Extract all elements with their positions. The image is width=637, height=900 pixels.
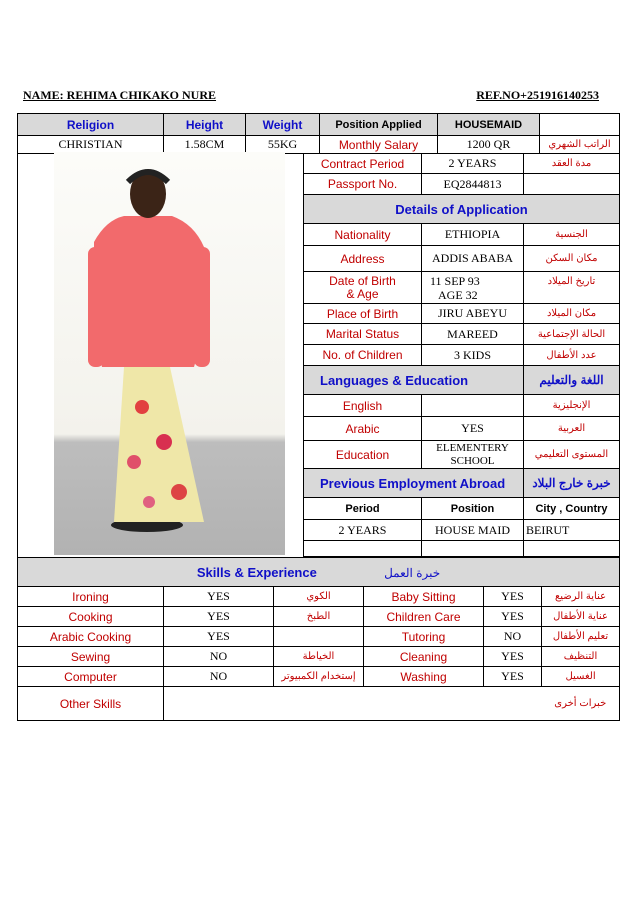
position-header: Position bbox=[422, 498, 524, 520]
tutoring-arabic: تعليم الأطفال bbox=[542, 627, 620, 647]
ironing-value: YES bbox=[164, 587, 274, 607]
children-care-label: Children Care bbox=[364, 607, 484, 627]
place-of-birth-value: JIRU ABEYU bbox=[422, 304, 524, 324]
religion-header: Religion bbox=[18, 114, 164, 136]
employment-position: HOUSE MAID bbox=[422, 520, 524, 541]
weight-value: 55KG bbox=[246, 136, 320, 154]
date-of-birth-value: 11 SEP 93 AGE 32 bbox=[422, 272, 524, 304]
children-value: 3 KIDS bbox=[422, 345, 524, 366]
place-of-birth-label: Place of Birth bbox=[304, 304, 422, 324]
computer-value: NO bbox=[164, 667, 274, 687]
reference-number: REF.NO+251916140253 bbox=[476, 88, 599, 102]
passport-value: EQ2844813 bbox=[422, 174, 524, 195]
ironing-label: Ironing bbox=[18, 587, 164, 607]
arabic-language-value: YES bbox=[422, 417, 524, 441]
education-arabic: المستوى التعليمي bbox=[524, 441, 620, 469]
marital-status-label: Marital Status bbox=[304, 324, 422, 345]
other-skills-arabic: خبرات أخرى bbox=[542, 687, 620, 721]
children-label: No. of Children bbox=[304, 345, 422, 366]
date-of-birth-arabic: تاريخ الميلاد bbox=[524, 272, 620, 304]
children-care-arabic: عناية الأطفال bbox=[542, 607, 620, 627]
languages-education-arabic: اللغة والتعليم bbox=[524, 366, 620, 395]
place-of-birth-arabic: مكان الميلاد bbox=[524, 304, 620, 324]
sewing-label: Sewing bbox=[18, 647, 164, 667]
contract-period-label: Contract Period bbox=[304, 154, 422, 174]
position-applied-header: Position Applied bbox=[320, 114, 438, 136]
arabic-language-label: Arabic bbox=[304, 417, 422, 441]
contract-period-arabic: مدة العقد bbox=[524, 154, 620, 174]
cooking-arabic: الطبخ bbox=[274, 607, 364, 627]
tutoring-value: NO bbox=[484, 627, 542, 647]
cleaning-arabic: التنظيف bbox=[542, 647, 620, 667]
arabic-cooking-arabic bbox=[274, 627, 364, 647]
monthly-salary-label: Monthly Salary bbox=[320, 136, 438, 154]
nationality-value: ETHIOPIA bbox=[422, 224, 524, 246]
cooking-label: Cooking bbox=[18, 607, 164, 627]
languages-education-title: Languages & Education bbox=[304, 366, 524, 395]
employment-period: 2 YEARS bbox=[304, 520, 422, 541]
date-of-birth-label: Date of Birth & Age bbox=[304, 272, 422, 304]
nationality-arabic: الجنسية bbox=[524, 224, 620, 246]
employment-city: BEIRUT bbox=[524, 520, 620, 541]
marital-status-arabic: الحالة الإجتماعية bbox=[524, 324, 620, 345]
baby-sitting-label: Baby Sitting bbox=[364, 587, 484, 607]
sewing-arabic: الخياطة bbox=[274, 647, 364, 667]
children-arabic: عدد الأطفال bbox=[524, 345, 620, 366]
person-silhouette-icon bbox=[54, 152, 285, 555]
position-applied-value: HOUSEMAID bbox=[438, 114, 540, 136]
english-label: English bbox=[304, 395, 422, 417]
previous-employment-title: Previous Employment Abroad bbox=[304, 469, 524, 498]
arabic-language-arabic: العربية bbox=[524, 417, 620, 441]
education-value: ELEMENTERY SCHOOL bbox=[422, 441, 524, 469]
monthly-salary-arabic: الراتب الشهري bbox=[540, 136, 620, 154]
washing-value: YES bbox=[484, 667, 542, 687]
arabic-cooking-value: YES bbox=[164, 627, 274, 647]
details-table bbox=[303, 153, 620, 557]
address-label: Address bbox=[304, 246, 422, 272]
previous-employment-arabic: خبرة خارج البلاد bbox=[524, 469, 620, 498]
period-header: Period bbox=[304, 498, 422, 520]
cleaning-value: YES bbox=[484, 647, 542, 667]
height-value: 1.58CM bbox=[164, 136, 246, 154]
city-country-header: City , Country bbox=[524, 498, 620, 520]
cleaning-label: Cleaning bbox=[364, 647, 484, 667]
computer-label: Computer bbox=[18, 667, 164, 687]
passport-label: Passport No. bbox=[304, 174, 422, 195]
address-value: ADDIS ABABA bbox=[422, 246, 524, 272]
nationality-label: Nationality bbox=[304, 224, 422, 246]
monthly-salary-value: 1200 QR bbox=[438, 136, 540, 154]
applicant-name: NAME: REHIMA CHIKAKO NURE bbox=[23, 88, 217, 102]
education-label: Education bbox=[304, 441, 422, 469]
skills-experience-header bbox=[18, 558, 620, 587]
baby-sitting-arabic: عناية الرضيع bbox=[542, 587, 620, 607]
weight-header: Weight bbox=[246, 114, 320, 136]
ironing-arabic: الكوي bbox=[274, 587, 364, 607]
washing-label: Washing bbox=[364, 667, 484, 687]
arabic-cooking-label: Arabic Cooking bbox=[18, 627, 164, 647]
skills-experience-title: Skills & Experience bbox=[196, 564, 317, 580]
baby-sitting-value: YES bbox=[484, 587, 542, 607]
height-header: Height bbox=[164, 114, 246, 136]
cooking-value: YES bbox=[164, 607, 274, 627]
children-care-value: YES bbox=[484, 607, 542, 627]
computer-arabic: إستخدام الكمبيوتر bbox=[274, 667, 364, 687]
english-value bbox=[422, 395, 524, 417]
other-skills-label: Other Skills bbox=[18, 687, 164, 721]
religion-value: CHRISTIAN bbox=[18, 136, 164, 154]
applicant-photo bbox=[54, 152, 285, 555]
address-arabic: مكان السكن bbox=[524, 246, 620, 272]
contract-period-value: 2 YEARS bbox=[422, 154, 524, 174]
skills-table bbox=[17, 557, 620, 721]
washing-arabic: الغسيل bbox=[542, 667, 620, 687]
tutoring-label: Tutoring bbox=[364, 627, 484, 647]
other-skills-value bbox=[164, 687, 542, 721]
passport-arabic bbox=[524, 174, 620, 195]
details-of-application-title: Details of Application bbox=[304, 195, 620, 224]
english-arabic: الإنجليزية bbox=[524, 395, 620, 417]
skills-experience-arabic: خبرة العمل bbox=[384, 565, 441, 580]
top-info-table bbox=[17, 113, 620, 154]
marital-status-value: MAREED bbox=[422, 324, 524, 345]
sewing-value: NO bbox=[164, 647, 274, 667]
